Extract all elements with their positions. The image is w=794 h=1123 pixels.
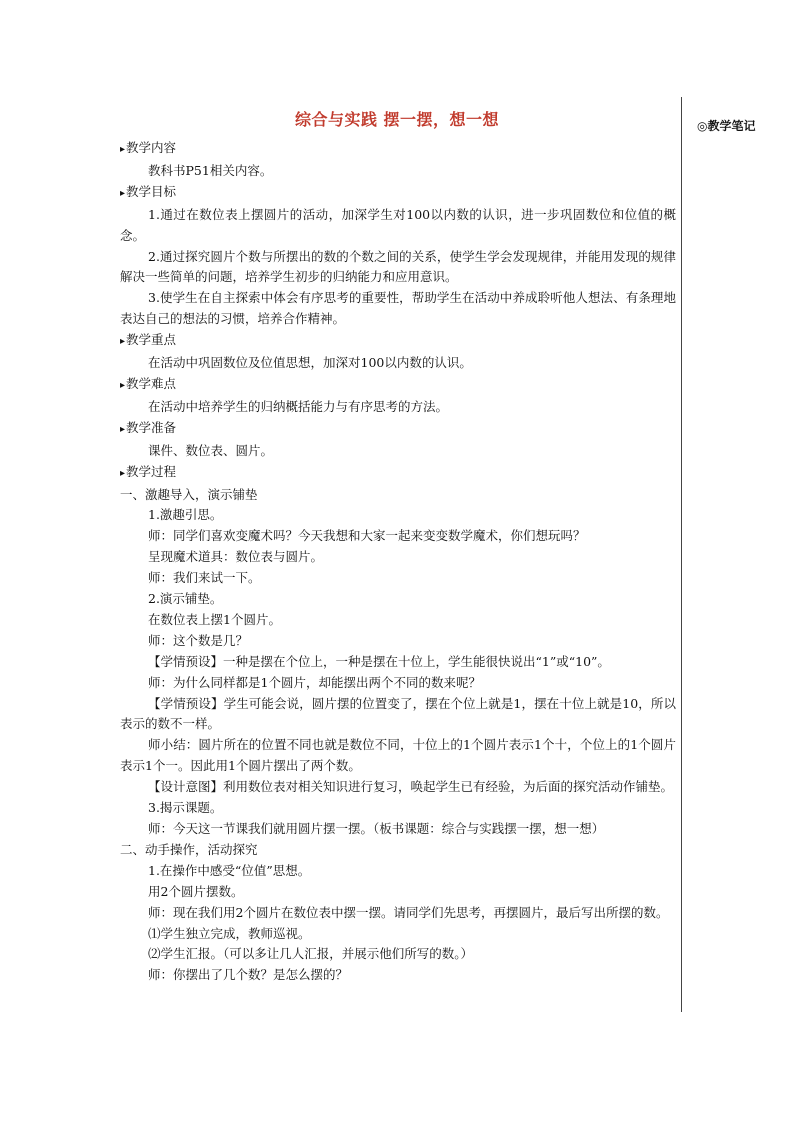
paragraph: 二、动手操作，活动探究	[120, 841, 258, 857]
paragraph: 师：今天这一节课我们就用圆片摆一摆。（板书课题：综合与实践摆一摆，想一想）	[148, 821, 605, 836]
paragraph: 【设计意图】利用数位表对相关知识进行复习，唤起学生已有经验，为后面的探究活动作铺垫。	[148, 779, 674, 795]
paragraph: 2.演示铺垫。	[148, 591, 223, 607]
section-heading: ▸ 教学难点	[120, 374, 676, 397]
paragraph: 1.通过在数位表上摆圆片的活动，加深学生对100以内数的认识，进一步巩固数位和位值的概念。	[120, 206, 676, 243]
paragraph: 师：这个数是几？	[148, 632, 249, 648]
paragraph: 2.通过探究圆片个数与所摆出的数的个数之间的关系，使学生学会发现规律，并能用发现的规律解决一些简单的问题，培养学生初步的归纳能力和应用意识。	[120, 248, 676, 285]
paragraph: 师：同学们喜欢变魔术吗？今天我想和大家一起来变变数学魔术，你们想玩吗？	[148, 528, 586, 544]
paragraph: 用2个圆片摆数。	[148, 883, 244, 899]
paragraph: 1.激趣引思。	[148, 507, 223, 523]
paragraph: 在活动中巩固数位及位值思想，加深对100以内数的认识。	[148, 355, 472, 371]
teaching-notes-label: ◎教学笔记	[697, 119, 756, 133]
lesson-plan-body	[120, 138, 676, 986]
paragraph: 呈现魔术道具：数位表与圆片。	[148, 549, 324, 565]
paragraph: ⑵学生汇报。（可以多让几人汇报，并展示他们所写的数。）	[148, 946, 474, 962]
section-heading: ▸ 教学过程	[120, 462, 676, 485]
paragraph: 师：我们来试一下。	[148, 570, 261, 586]
paragraph: 一、激趣导入，演示铺垫	[120, 486, 258, 502]
paragraph: 师：现在我们用2个圆片在数位表中摆一摆。请同学们先思考，再摆圆片，最后写出所摆的数。	[148, 904, 669, 920]
paragraph: 1.在操作中感受“位值”思想。	[148, 862, 311, 878]
paragraph: 3.使学生在自主探索中体会有序思考的重要性，帮助学生在活动中养成聆听他人想法、有条理地表达自己的想法的习惯，培养合作精神。	[120, 290, 676, 327]
paragraph: 【学情预设】学生可能会说，圆片摆的位置变了，摆在个位上就是1，摆在十位上就是10，所以表示的数不一样。	[120, 695, 676, 732]
paragraph: ⑴学生独立完成，教师巡视。	[148, 925, 311, 941]
section-heading: ▸ 教学重点	[120, 330, 676, 353]
paragraph: 师小结：圆片所在的位置不同也就是数位不同，十位上的1个圆片表示1个十，个位上的1个圆片表示1个一。因此用1个圆片摆出了两个数。	[120, 737, 676, 774]
paragraph: 【学情预设】一种是摆在个位上，一种是摆在十位上，学生能很快说出“1”或“10”。	[148, 653, 610, 669]
section-heading: ▸ 教学内容	[120, 138, 676, 161]
page-title: 综合与实践 摆一摆，想一想	[294, 110, 500, 129]
paragraph: 在数位表上摆1个圆片。	[148, 611, 281, 627]
paragraph: 课件、数位表、圆片。	[148, 442, 274, 458]
section-heading: ▸ 教学准备	[120, 418, 676, 441]
section-heading: ▸ 教学目标	[120, 182, 676, 205]
paragraph: 师：你摆出了几个数？是怎么摆的？	[148, 967, 349, 983]
paragraph: 师：为什么同样都是1个圆片，却能摆出两个不同的数来呢？	[148, 674, 481, 690]
paragraph: 教科书P51相关内容。	[148, 162, 273, 178]
paragraph: 在活动中培养学生的归纳概括能力与有序思考的方法。	[148, 398, 449, 414]
column-divider	[681, 97, 682, 1012]
paragraph: 3.揭示课题。	[148, 800, 223, 816]
